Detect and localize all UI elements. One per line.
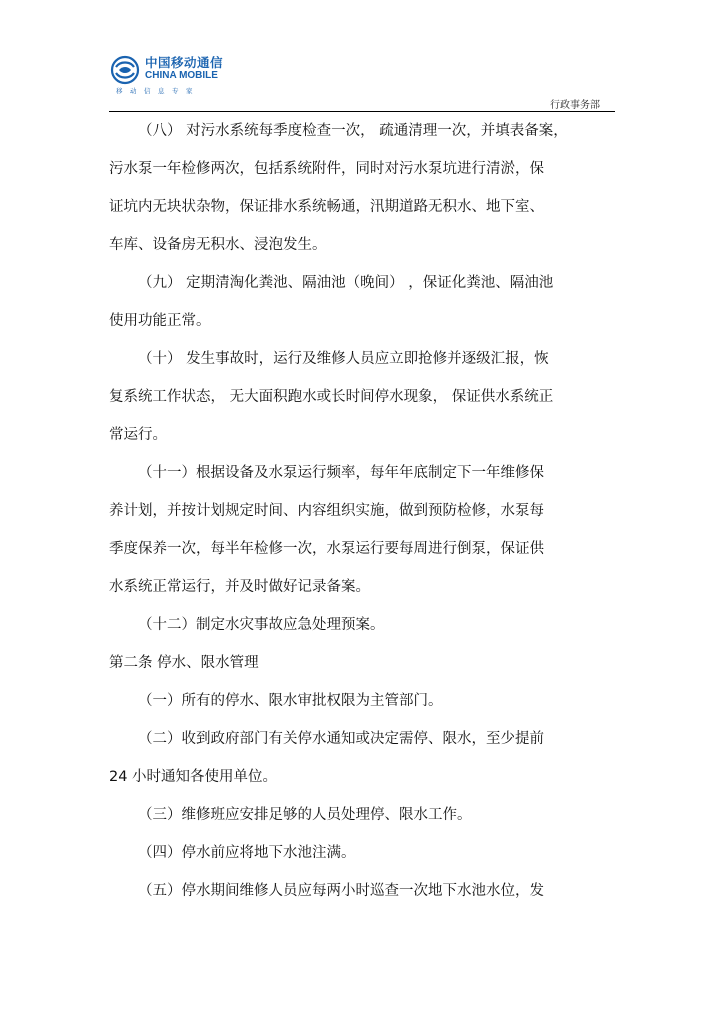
text-line: 证坑内无块状杂物，保证排水系统畅通，汛期道路无积水、地下室、 xyxy=(109,199,544,215)
page-header xyxy=(0,0,724,115)
text-line: 使用功能正常。 xyxy=(109,313,211,329)
text-line: 24 小时通知各使用单位。 xyxy=(109,769,278,785)
department-label: 行政事务部 xyxy=(550,100,600,111)
text-line: （二）收到政府部门有关停水通知或决定需停、限水，至少提前 xyxy=(138,731,544,747)
text-line: 水系统正常运行，并及时做好记录备案。 xyxy=(109,579,370,595)
text-line: （十二）制定水灾事故应急处理预案。 xyxy=(138,617,385,633)
logo-english-name: CHINA MOBILE xyxy=(145,70,218,81)
text-line: （三）维修班应安排足够的人员处理停、限水工作。 xyxy=(138,807,472,823)
logo-chinese-name: 中国移动通信 xyxy=(145,55,224,70)
text-line: （十一）根据设备及水泵运行频率，每年年底制定下一年维修保 xyxy=(138,465,544,481)
text-line: 污水泵一年检修两次，包括系统附件，同时对污水泵坑进行清淤，保 xyxy=(109,161,544,177)
text-line: （一）所有的停水、限水审批权限为主管部门。 xyxy=(138,693,443,709)
text-line: 养计划，并按计划规定时间、内容组织实施，做到预防检修，水泵每 xyxy=(109,503,544,519)
text-line: （八） 对污水系统每季度检查一次， 疏通清理一次，并填表备案， xyxy=(138,123,568,139)
text-line: （十） 发生事故时，运行及维修人员应立即抢修并逐级汇报，恢 xyxy=(138,351,549,367)
china-mobile-logo xyxy=(110,50,230,102)
text-line: （五）停水期间维修人员应每两小时巡查一次地下水池水位，发 xyxy=(138,883,544,899)
section-heading: 第二条 停水、限水管理 xyxy=(109,655,259,671)
text-line: 车库、设备房无积水、浸泡发生。 xyxy=(109,237,327,253)
text-line: （九） 定期清淘化粪池、隔油池（晚间） ，保证化粪池、隔油池 xyxy=(138,275,554,291)
text-line: 复系统工作状态， 无大面积跑水或长时间停水现象， 保证供水系统正 xyxy=(109,389,554,405)
text-line: 季度保养一次，每半年检修一次，水泵运行要每周进行倒泵，保证供 xyxy=(109,541,544,557)
text-line: （四）停水前应将地下水池注满。 xyxy=(138,845,356,861)
text-line: 常运行。 xyxy=(109,427,167,443)
header-divider xyxy=(109,111,615,112)
china-mobile-emblem-icon xyxy=(110,55,140,85)
logo-tagline: 移动信息专家 xyxy=(116,87,200,95)
